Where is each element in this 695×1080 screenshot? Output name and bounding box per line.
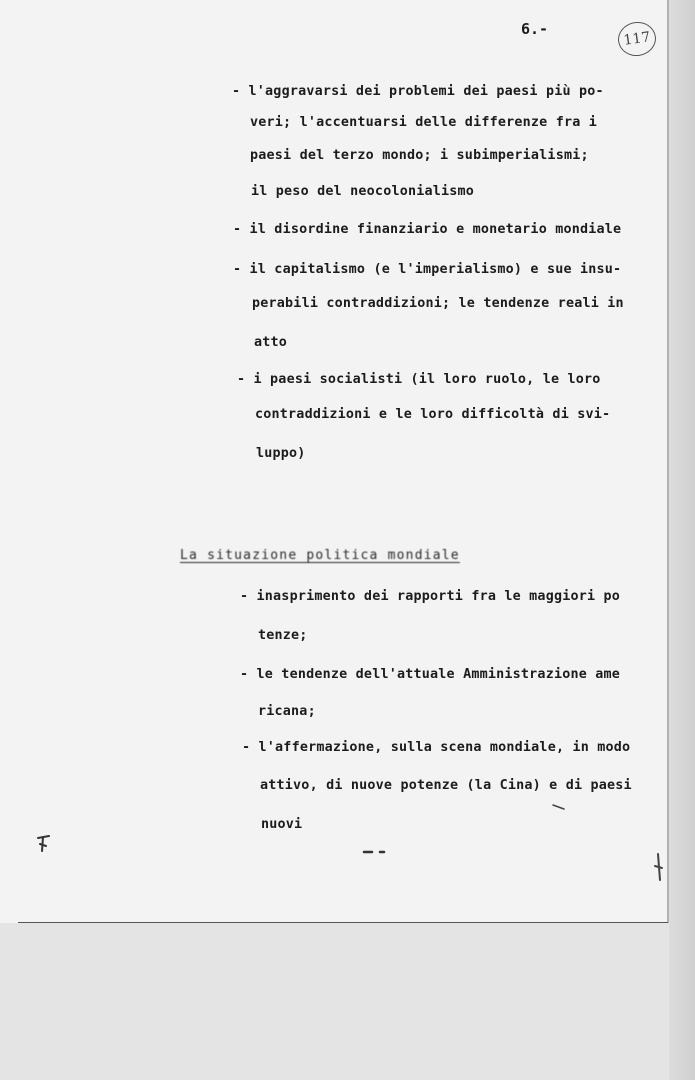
text-line: attivo, di nuove potenze (la Cina) e di paesi (260, 778, 632, 793)
text-line: - l'aggravarsi dei problemi dei paesi più po- (232, 84, 604, 99)
fold-line (18, 922, 668, 923)
text-line: contraddizioni e le loro difficoltà di svi- (255, 407, 611, 422)
text-line: il peso del neocolonialismo (251, 184, 475, 199)
text-line: tenze; (258, 628, 308, 643)
text-line: atto (254, 335, 288, 350)
text-line: veri; l'accentuarsi delle differenze fra i (250, 115, 597, 130)
page-shadow (669, 0, 695, 1080)
page-stamp: 117 (616, 20, 658, 59)
text-line: - il capitalismo (e l'imperialismo) e sue insu- (233, 262, 622, 277)
text-line: nuovi (261, 817, 303, 832)
text-line: - inasprimento dei rapporti fra le maggiori po (240, 589, 621, 604)
page-number: 6.- (521, 20, 549, 38)
text-line: - il disordine finanziario e monetario mondiale (233, 222, 622, 237)
smudge-mark-icon (362, 848, 392, 856)
smudge-mark-icon (552, 803, 566, 811)
text-line: ricana; (258, 704, 316, 719)
page-lower-band (0, 923, 669, 1080)
text-line: perabili contraddizioni; le tendenze reali in (252, 296, 624, 311)
text-line: luppo) (256, 446, 306, 461)
smudge-mark-icon (652, 852, 666, 882)
text-line: - i paesi socialisti (il loro ruolo, le loro (237, 372, 601, 387)
text-line: - le tendenze dell'attuale Amministrazione ame (240, 667, 621, 682)
section-heading: La situazione politica mondiale (180, 548, 460, 563)
text-line: paesi del terzo mondo; i subimperialismi; (250, 148, 589, 163)
ink-mark-icon (37, 834, 51, 854)
text-line: - l'affermazione, sulla scena mondiale, in modo (242, 740, 631, 755)
page-edge (667, 0, 669, 1080)
